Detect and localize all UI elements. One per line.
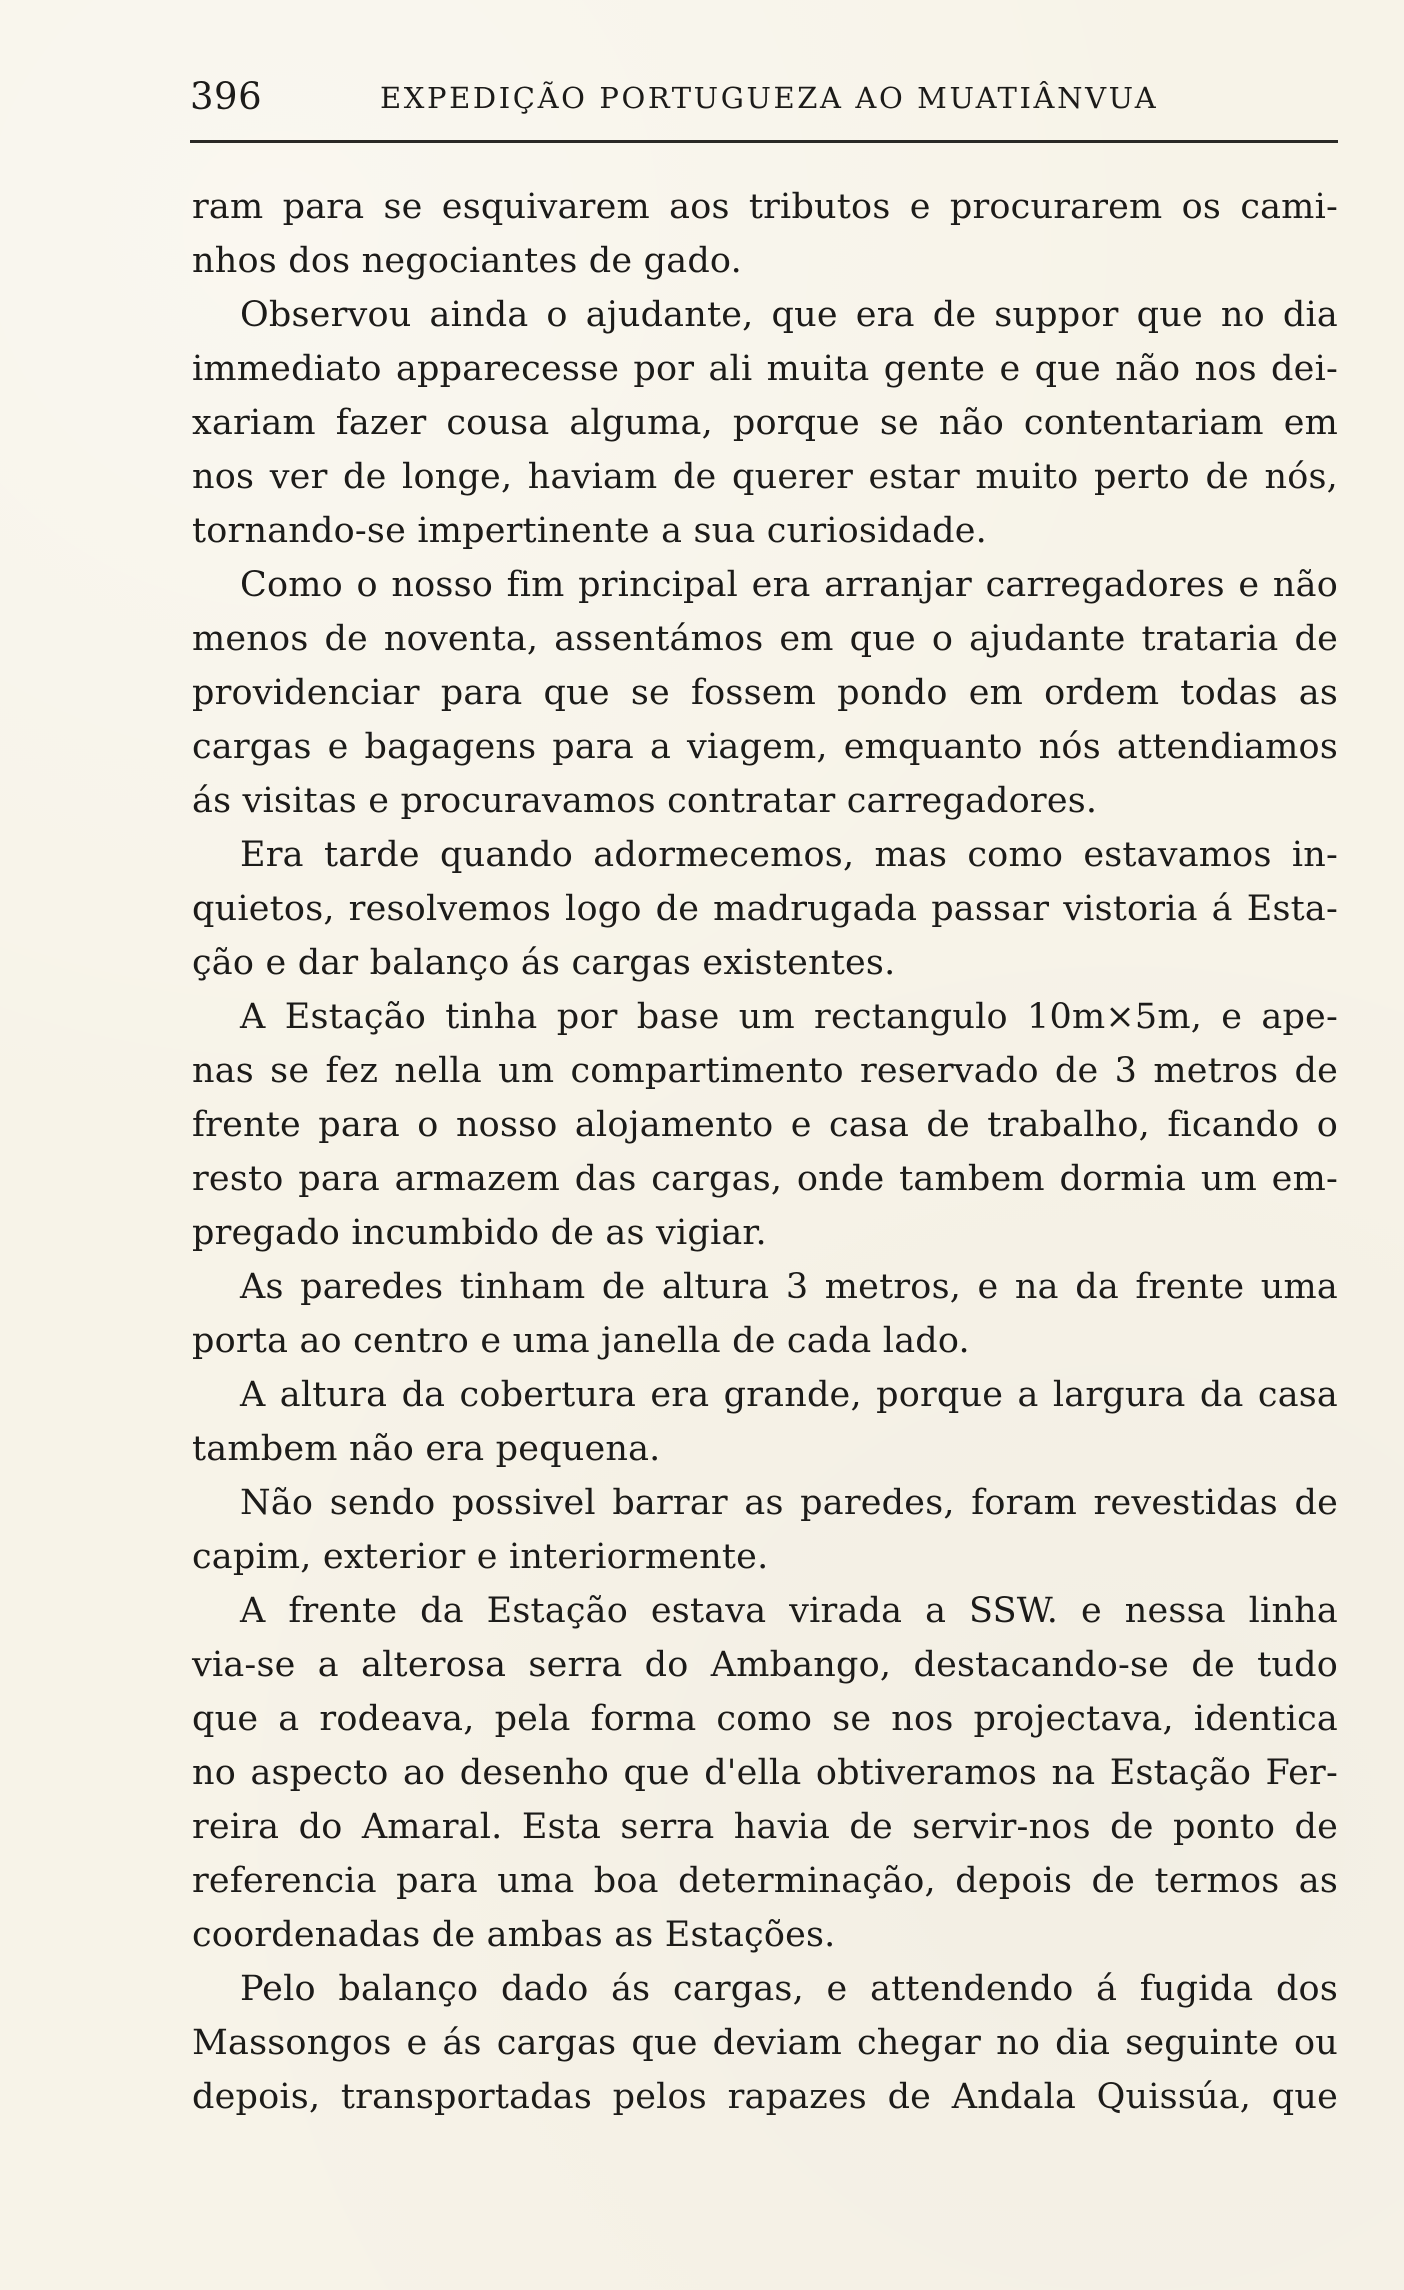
text-line: porta ao centro e uma janella de cada lado. xyxy=(192,1321,970,1361)
text-line: no aspecto ao desenho que d'ella obtiveramos na Estação Fer- xyxy=(192,1753,1338,1793)
text-line: frente para o nosso alojamento e casa de trabalho, ficando o xyxy=(192,1105,1338,1145)
text-line: nos ver de longe, haviam de querer estar muito perto de nós, xyxy=(192,457,1338,497)
text-line: providenciar para que se fossem pondo em ordem todas as xyxy=(192,673,1338,713)
text-line: menos de noventa, assentámos em que o ajudante trataria de xyxy=(192,619,1338,659)
text-line: via-se a alterosa serra do Ambango, destacando-se de tudo xyxy=(192,1645,1338,1685)
running-title: EXPEDIÇÃO PORTUGUEZA AO MUATIÂNVUA xyxy=(380,81,1159,115)
paragraph-first-line: As paredes tinham de altura 3 metros, e na da frente uma xyxy=(240,1267,1338,1307)
text-line: nhos dos negociantes de gado. xyxy=(192,241,742,281)
paragraph-first-line: A altura da cobertura era grande, porque a largura da casa xyxy=(240,1375,1338,1415)
text-line: xariam fazer cousa alguma, porque se não contentariam em xyxy=(192,403,1338,443)
text-line: Massongos e ás cargas que deviam chegar no dia seguinte ou xyxy=(192,2023,1338,2063)
paragraph-first-line: Observou ainda o ajudante, que era de suppor que no dia xyxy=(240,295,1338,335)
header-rule xyxy=(190,140,1338,143)
text-line: reira do Amaral. Esta serra havia de servir-nos de ponto de xyxy=(192,1807,1338,1847)
text-line: tambem não era pequena. xyxy=(192,1429,661,1469)
text-line: coordenadas de ambas as Estações. xyxy=(192,1915,836,1955)
text-line: referencia para uma boa determinação, depois de termos as xyxy=(192,1861,1338,1901)
text-line: pregado incumbido de as vigiar. xyxy=(192,1213,767,1253)
page-number: 396 xyxy=(190,75,263,118)
text-line: cargas e bagagens para a viagem, emquanto nós attendiamos xyxy=(192,727,1338,767)
text-line: immediato apparecesse por ali muita gente e que não nos dei- xyxy=(192,349,1338,389)
text-line: ram para se esquivarem aos tributos e procurarem os cami- xyxy=(192,187,1338,227)
text-line: ás visitas e procuravamos contratar carregadores. xyxy=(192,781,1098,821)
text-line: que a rodeava, pela forma como se nos projectava, identica xyxy=(192,1699,1338,1739)
paragraph-first-line: A frente da Estação estava virada a SSW. e nessa linha xyxy=(240,1591,1338,1631)
text-line: resto para armazem das cargas, onde tambem dormia um em- xyxy=(192,1159,1338,1199)
page-header xyxy=(190,75,1340,138)
paragraph-first-line: Era tarde quando adormecemos, mas como estavamos in- xyxy=(240,835,1338,875)
text-line: tornando-se impertinente a sua curiosidade. xyxy=(192,511,988,551)
paragraph-first-line: Pelo balanço dado ás cargas, e attendendo á fugida dos xyxy=(240,1969,1338,2009)
text-line: nas se fez nella um compartimento reservado de 3 metros de xyxy=(192,1051,1338,1091)
text-line: ção e dar balanço ás cargas existentes. xyxy=(192,943,896,983)
paragraph-first-line: Como o nosso fim principal era arranjar carregadores e não xyxy=(240,565,1338,605)
text-line: depois, transportadas pelos rapazes de Andala Quissúa, que xyxy=(192,2077,1338,2117)
paragraph-first-line: A Estação tinha por base um rectangulo 10m×5m, e ape- xyxy=(240,997,1338,1037)
text-line: quietos, resolvemos logo de madrugada passar vistoria á Esta- xyxy=(192,889,1338,929)
paragraph-first-line: Não sendo possivel barrar as paredes, foram revestidas de xyxy=(240,1483,1338,1523)
text-line: capim, exterior e interiormente. xyxy=(192,1537,769,1577)
